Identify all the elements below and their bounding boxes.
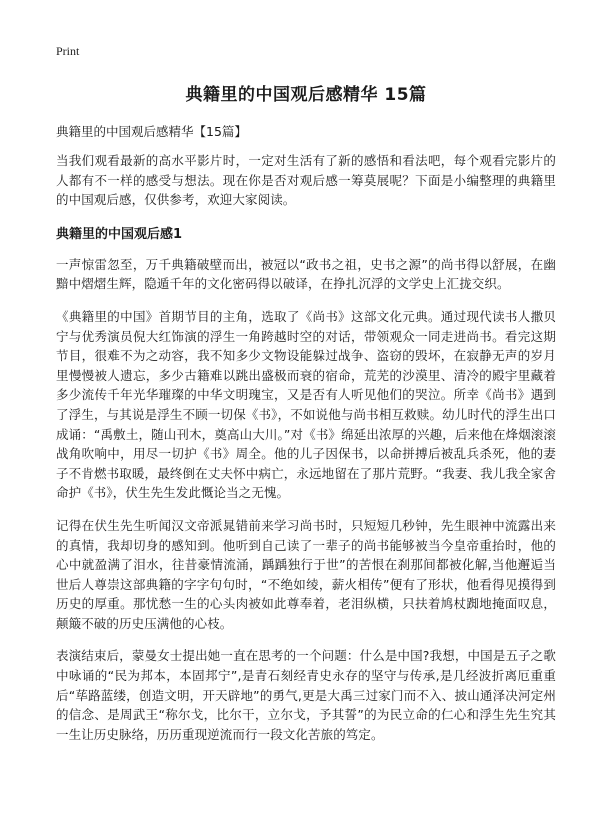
- body-paragraph-4: 表演结束后，蒙曼女士提出她一直在思考的一个问题：什么是中国?我想，中国是五子之歌中咏诵的“民为邦本，本固邦宁”,是青石刻经青史永存的坚守与传承,是几经波折离厄重重后“荜路蓝缕，创造文明，开天辟地”的勇气,更是大禹三过家门而不入、披山通泽决河定州的信念、是周武王“称尔戈，比尔干，立尔戈，予其誓”的为民立命的仁心和浮生先生究其一生让历史脉络，历历重现逆流而行一段文化苦旅的笃定。: [56, 648, 556, 742]
- print-label: Print: [56, 44, 80, 58]
- page-title: 典籍里的中国观后感精华 15篇: [185, 85, 427, 105]
- intro-paragraph: 当我们观看最新的高水平影片时，一定对生活有了新的感悟和看法吧，每个观看完影片的人都有不一样的感受与想法。现在你是否对观后感一筹莫展呢？下面是小编整理的典籍里的中国观后感，仅供参考，欢迎大家阅读。: [56, 153, 556, 208]
- body-paragraph-1: 一声惊雷忽至，万千典籍破壁而出，被冠以“政书之祖，史书之源”的尚书得以舒展，在幽黯中熠熠生辉，隐遁千年的文化密码得以破译，在挣扎沉浮的文学史上汇拢交织。: [56, 256, 556, 292]
- document-subtitle: 典籍里的中国观后感精华【15篇】: [56, 124, 247, 139]
- section-heading: 典籍里的中国观后感1: [56, 226, 183, 242]
- body-paragraph-2: 《典籍里的中国》首期节目的主角，选取了《尚书》这部文化元典。通过现代读书人撒贝宁与优秀演员倪大红饰演的浮生一角跨越时空的对话，带领观众一同走进尚书。看完这期节目，很难不为之动容，我不知多少文物设能躲过战争、盗窃的毁坏，在寂静无声的岁月里慢慢被人遗忘，多少古籍难以跳出盛极而衰的宿命，荒芜的沙漠里、清冷的殿宇里藏着多少流传千年光华璀璨的中华文明瑰宝，又是否有人听见他们的哭泣。所幸《尚书》遇到了浮生，与其说是浮生不顾一切保《书》，不如说他与尚书相互救赎。幼儿时代的浮生出口成诵：“禹敷土，随山刊木，奠高山大川。”对《书》绵延出浓厚的兴趣，后来他在烽烟滚滚战角吹响中，用尽一切护《书》周全。他的儿子因保书，以命拼搏后被乱兵杀死，他的妻子不肯燃书取暖，最终倒在丈夫怀中病亡，永远地留在了那片荒野。“我妻、我儿我全家舍命护《书》，伏生先生发此慨论当之无愧。: [56, 308, 556, 501]
- body-paragraph-3: 记得在伏生先生听闻汉文帝派晁错前来学习尚书时，只短短几秒钟，先生眼神中流露出来的真情，我却切身的感知到。他听到自己读了一辈子的尚书能够被当今皇帝重抬时，他的心中就盈满了泪水，往昔豪情流涌，踽踽独行于世”的苦恨在刹那间都被化解,当他邂逅当世后人尊崇这部典籍的字字句句时，“不绝如绫，薪火相传”便有了形状，他看得见摸得到历史的厚重。那忧愁一生的心头肉被如此尊奉着，老泪纵横，只扶着鸠杖踟地掩面叹息，颠簸不破的历史压满他的心枝。: [56, 517, 556, 631]
- document-page: [56, 44, 556, 757]
